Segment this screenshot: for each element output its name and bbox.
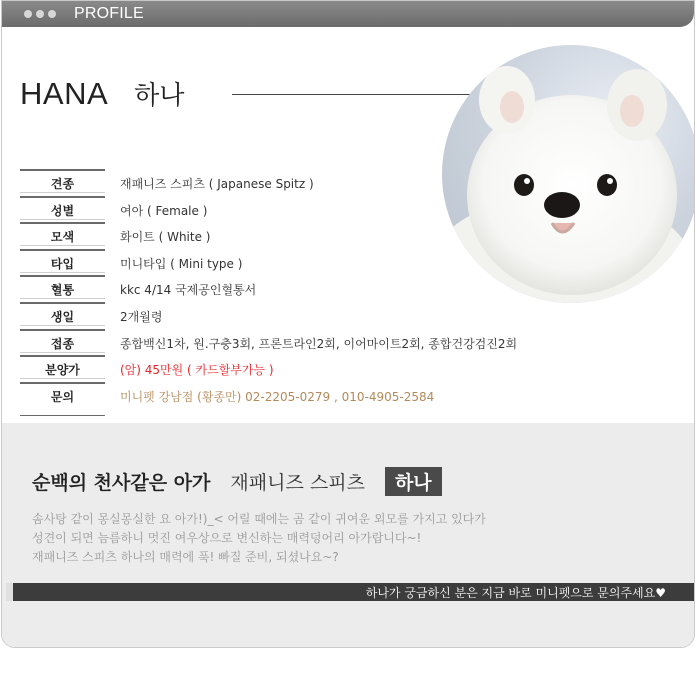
info-value: 종합백신1차, 원.구충3회, 프론트라인2회, 이어마이트2회, 종합건강검진2회 xyxy=(120,336,518,351)
info-value: 재패니즈 스피츠 ( Japanese Spitz ) xyxy=(120,177,314,191)
desc-line: 솜사탕 같이 몽실몽실한 요 아가!)_< 어릴 때에는 곰 같이 귀여운 외모를 가지고 있다가 xyxy=(32,512,486,526)
info-value: 여아 ( Female ) xyxy=(120,203,208,218)
info-row-gender xyxy=(20,196,580,223)
profile-info-table xyxy=(20,169,580,408)
info-value: 화이트 ( White ) xyxy=(120,230,211,245)
profile-header-bar xyxy=(2,1,694,27)
promo-section xyxy=(2,423,694,648)
info-label: 모색 xyxy=(20,222,105,246)
info-row-pedigree xyxy=(20,275,580,302)
info-label: 혈통 xyxy=(20,275,105,299)
pet-name-korean: 하나 xyxy=(134,81,185,111)
desc-line: 성견이 되면 늠름하니 멋진 여우상으로 변신하는 매력덩어리 아가랍니다~! xyxy=(32,531,422,545)
info-row-color xyxy=(20,222,580,249)
headline-bold: 순백의 천사같은 아가 xyxy=(32,472,211,494)
info-row-type xyxy=(20,249,580,276)
info-row-birth xyxy=(20,302,580,329)
profile-card xyxy=(1,0,695,648)
name-divider-line xyxy=(232,94,492,95)
info-value: 2개월령 xyxy=(120,309,163,324)
info-label: 생일 xyxy=(20,302,105,326)
info-value: 미니타입 ( Mini type ) xyxy=(120,256,243,271)
header-dots-icon xyxy=(24,10,56,18)
pet-name xyxy=(20,75,184,112)
pet-name-english: HANA xyxy=(20,76,109,111)
price-value: (암) 45만원 ( 카드할부가능 ) xyxy=(120,363,274,378)
contact-cta-bar xyxy=(6,583,695,601)
info-row-contact xyxy=(20,382,580,409)
info-label: 성별 xyxy=(20,196,105,220)
header-title: PROFILE xyxy=(74,5,144,22)
info-label: 문의 xyxy=(20,382,105,416)
info-label: 타입 xyxy=(20,249,105,273)
headline-breed: 재패니즈 스피츠 xyxy=(230,472,365,494)
info-row-breed xyxy=(20,169,580,196)
promo-description xyxy=(32,510,486,567)
info-label: 접종 xyxy=(20,329,105,353)
contact-value: 미니펫 강남점 (황종만) 02-2205-0279 , 010-4905-2584 xyxy=(120,389,435,404)
promo-headline xyxy=(32,467,442,496)
info-label: 견종 xyxy=(20,169,105,193)
contact-cta-text: 하나가 궁금하신 분은 지금 바로 미니펫으로 문의주세요♥ xyxy=(365,586,666,600)
info-label: 분양가 xyxy=(20,355,105,379)
info-row-vaccination xyxy=(20,329,580,356)
desc-line: 재패니즈 스피츠 하나의 매력에 푹! 빠질 준비, 되셨나요~? xyxy=(32,550,339,564)
info-row-price xyxy=(20,355,580,382)
info-value: kkc 4/14 국제공인혈통서 xyxy=(120,283,257,298)
headline-name-tag: 하나 xyxy=(385,467,442,496)
